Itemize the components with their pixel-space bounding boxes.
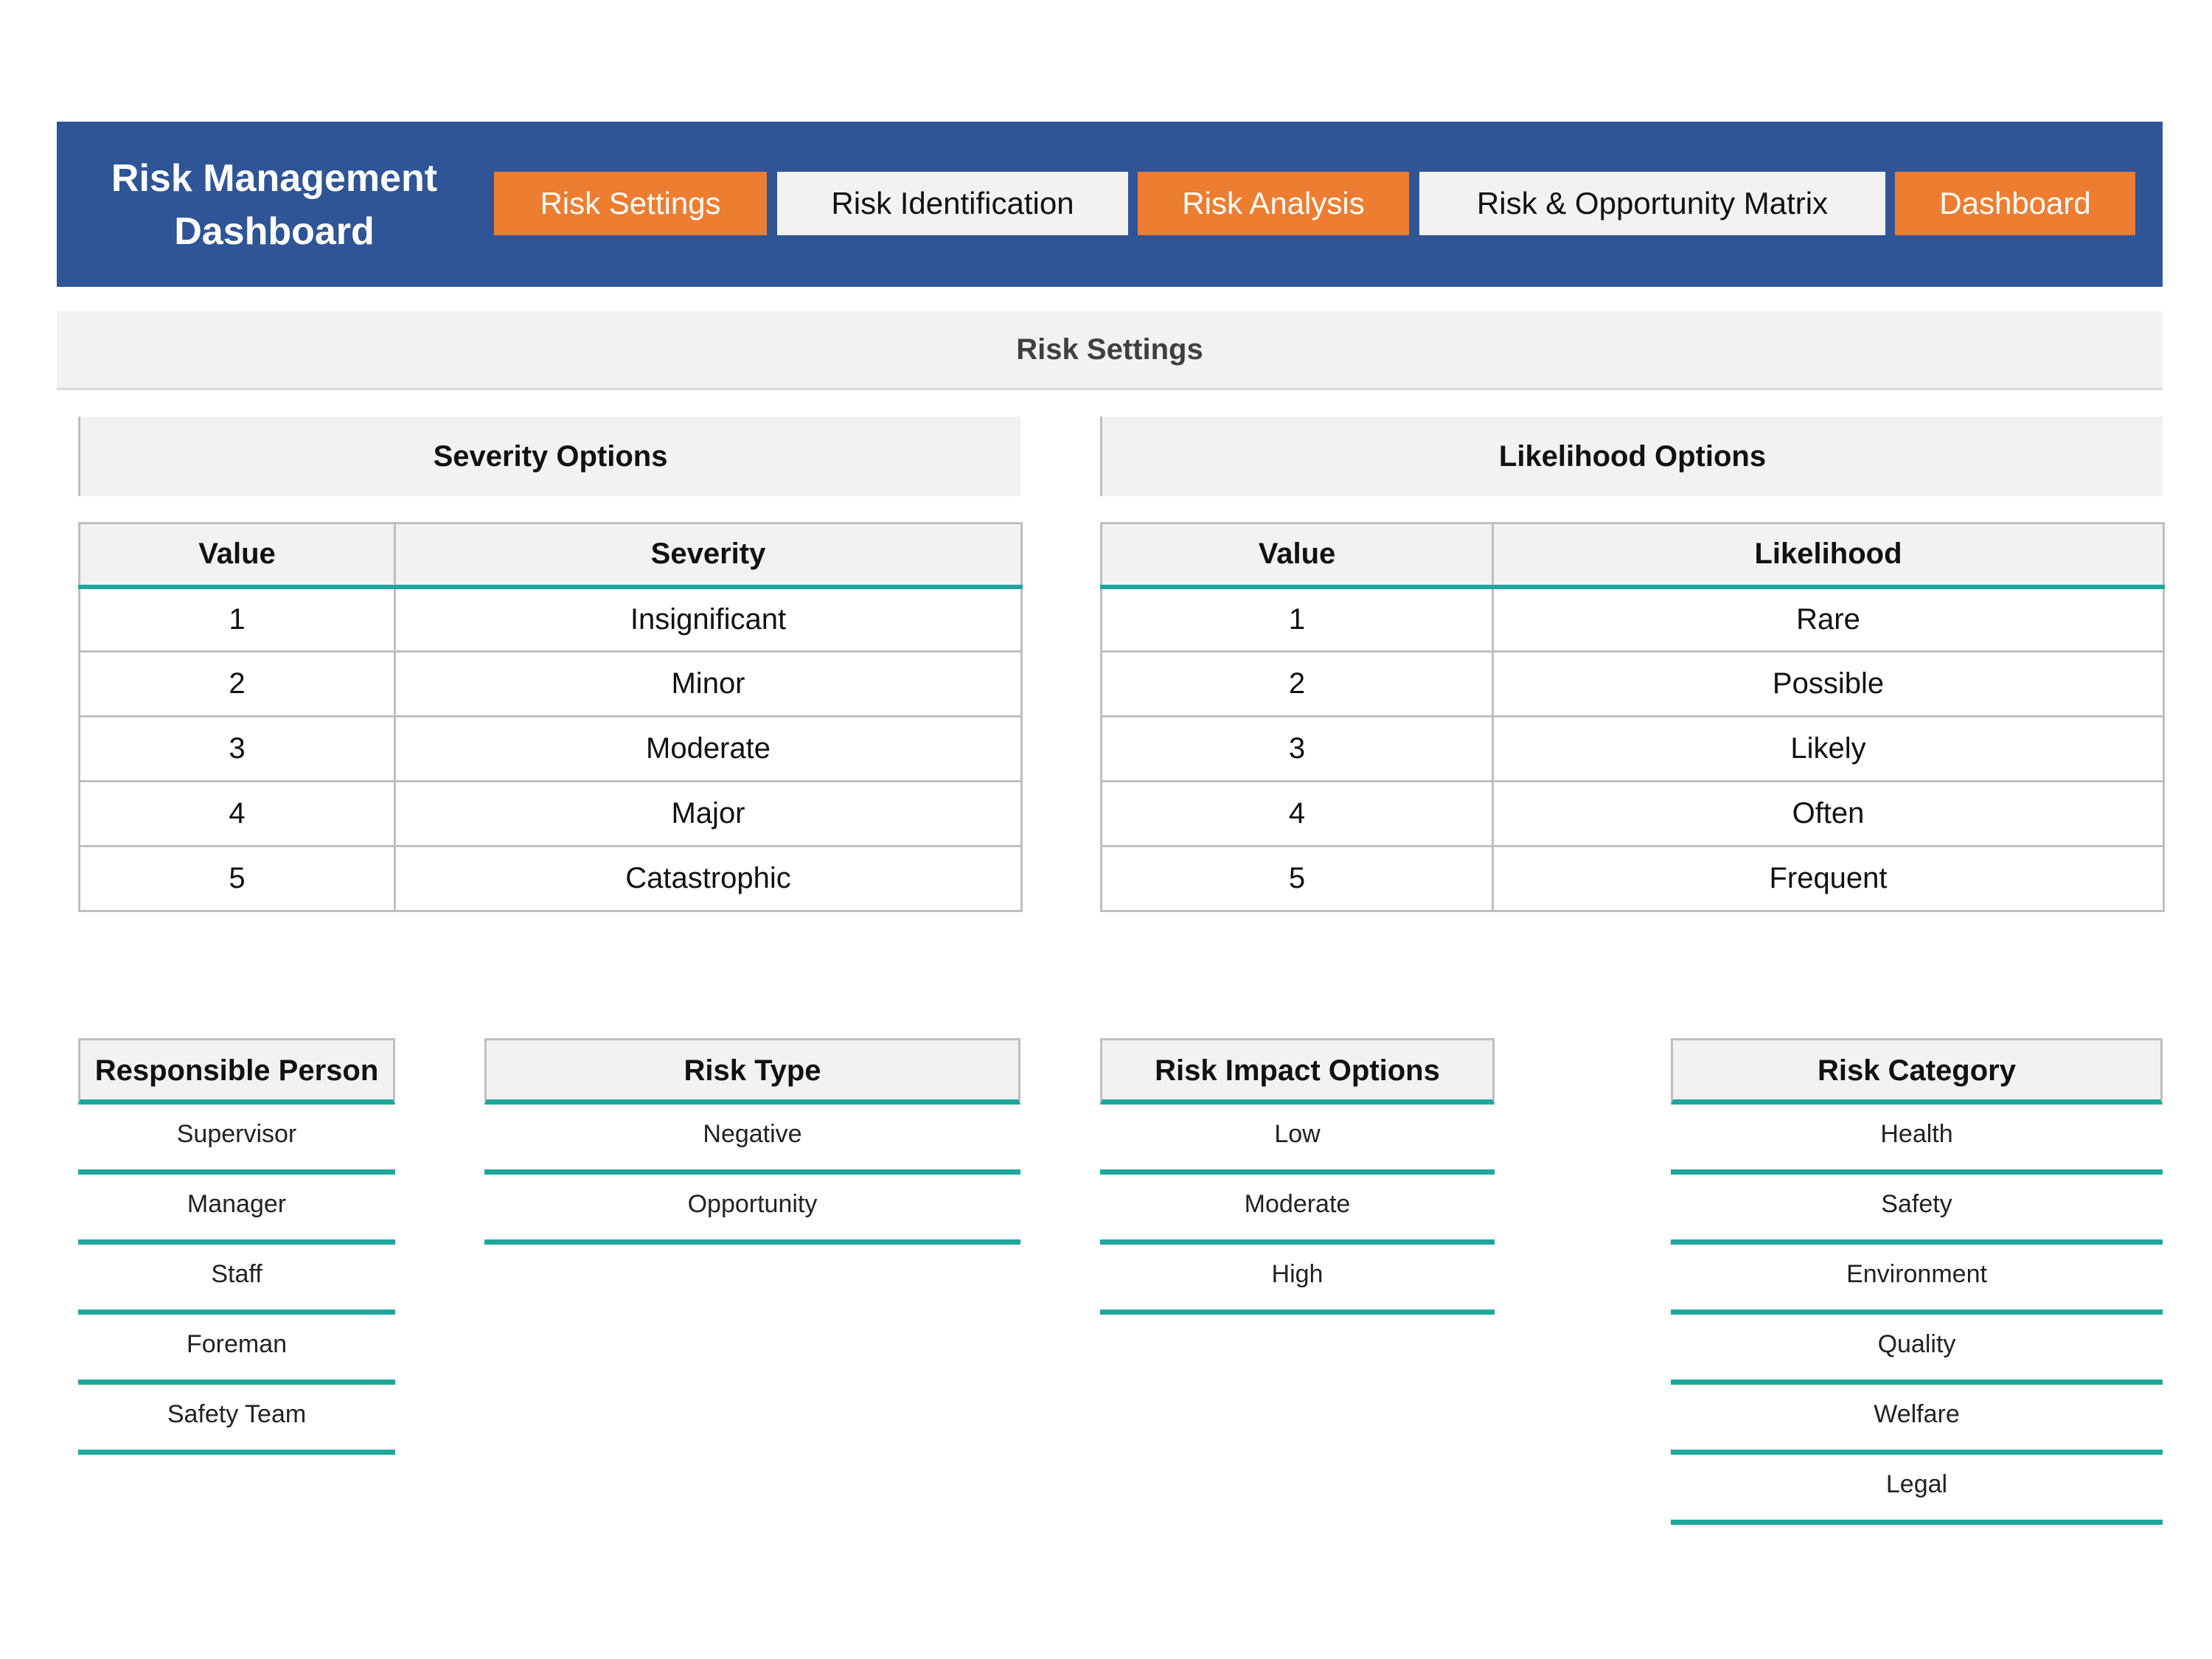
table-row <box>1102 782 2164 846</box>
risk-type-title: Risk Type <box>484 1038 1020 1105</box>
nav-risk-analysis-button[interactable]: Risk Analysis <box>1138 172 1409 235</box>
severity-value-cell: 2 <box>80 652 395 717</box>
severity-label-cell: Major <box>395 782 1022 846</box>
severity-value-cell: 4 <box>80 782 395 846</box>
table-row <box>80 846 1022 911</box>
list-item: Safety <box>1671 1175 2163 1245</box>
list-item: Foreman <box>78 1315 395 1385</box>
list-item: Legal <box>1671 1455 2163 1525</box>
section-title: Risk Settings <box>57 311 2163 390</box>
list-item: Manager <box>78 1175 395 1245</box>
list-item: Opportunity <box>484 1175 1020 1245</box>
likelihood-label-cell: Frequent <box>1493 846 2164 911</box>
severity-label-cell: Insignificant <box>395 587 1022 652</box>
table-row <box>1102 587 2164 652</box>
likelihood-value-cell: 1 <box>1102 587 1493 652</box>
table-row <box>1102 652 2164 717</box>
likelihood-table <box>1100 522 2165 912</box>
table-row <box>1102 846 2164 911</box>
nav-risk-identification-button[interactable]: Risk Identification <box>777 172 1128 235</box>
severity-value-cell: 5 <box>80 846 395 911</box>
list-item: Low <box>1100 1105 1495 1175</box>
risk-category-title: Risk Category <box>1671 1038 2163 1105</box>
severity-label-cell: Moderate <box>395 717 1022 782</box>
likelihood-col-likelihood: Likelihood <box>1493 524 2164 587</box>
severity-label-cell: Minor <box>395 652 1022 717</box>
list-item: Quality <box>1671 1315 2163 1385</box>
risk-impact-options-title: Risk Impact Options <box>1100 1038 1495 1105</box>
severity-col-value: Value <box>80 524 395 587</box>
likelihood-label-cell: Possible <box>1493 652 2164 717</box>
risk-type-list <box>484 1105 1020 1245</box>
table-row <box>80 782 1022 846</box>
list-item: Negative <box>484 1105 1020 1175</box>
table-row <box>80 717 1022 782</box>
list-item: Staff <box>78 1245 395 1315</box>
responsible-person-list <box>78 1105 395 1455</box>
risk-category-list <box>1671 1105 2163 1525</box>
list-item: Supervisor <box>78 1105 395 1175</box>
nav-dashboard-button[interactable]: Dashboard <box>1895 172 2135 235</box>
severity-options-title: Severity Options <box>78 417 1020 496</box>
severity-value-cell: 1 <box>80 587 395 652</box>
likelihood-label-cell: Likely <box>1493 717 2164 782</box>
table-row <box>80 652 1022 717</box>
severity-col-severity: Severity <box>395 524 1022 587</box>
likelihood-value-cell: 2 <box>1102 652 1493 717</box>
responsible-person-title: Responsible Person <box>78 1038 395 1105</box>
likelihood-col-value: Value <box>1102 524 1493 587</box>
likelihood-label-cell: Rare <box>1493 587 2164 652</box>
list-item: Moderate <box>1100 1175 1495 1245</box>
severity-label-cell: Catastrophic <box>395 846 1022 911</box>
nav-risk-settings-button[interactable]: Risk Settings <box>494 172 767 235</box>
risk-impact-list <box>1100 1105 1495 1315</box>
list-item: High <box>1100 1245 1495 1315</box>
list-item: Health <box>1671 1105 2163 1175</box>
likelihood-value-cell: 4 <box>1102 782 1493 846</box>
likelihood-options-title: Likelihood Options <box>1100 417 2163 496</box>
list-item: Safety Team <box>78 1385 395 1455</box>
app-title: Risk Management Dashboard <box>111 157 438 253</box>
table-row <box>1102 717 2164 782</box>
severity-value-cell: 3 <box>80 717 395 782</box>
list-item: Environment <box>1671 1245 2163 1315</box>
likelihood-value-cell: 5 <box>1102 846 1493 911</box>
severity-table <box>78 522 1023 912</box>
likelihood-label-cell: Often <box>1493 782 2164 846</box>
nav-risk-opportunity-matrix-button[interactable]: Risk & Opportunity Matrix <box>1419 172 1885 235</box>
likelihood-value-cell: 3 <box>1102 717 1493 782</box>
list-item: Welfare <box>1671 1385 2163 1455</box>
table-row <box>80 587 1022 652</box>
